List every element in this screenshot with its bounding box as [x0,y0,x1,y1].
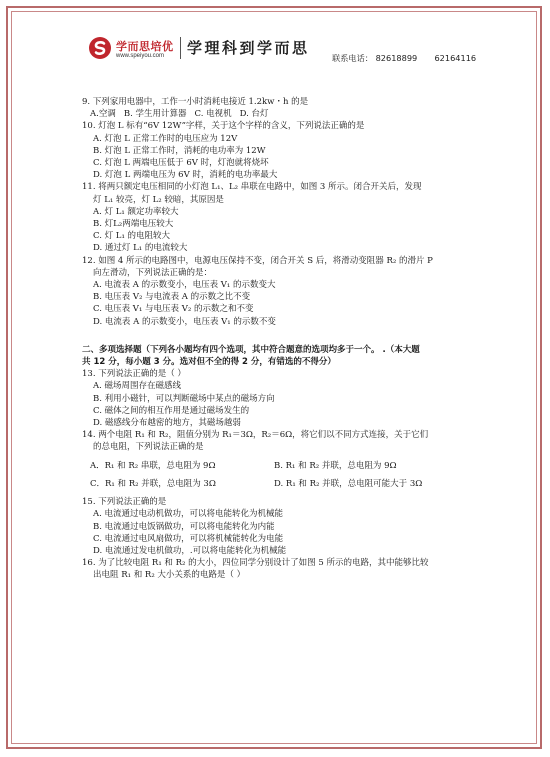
brand-logo-icon [88,36,112,60]
question-9-option-d: D. 台灯 [239,109,269,120]
question-9-option-c: C. 电视机 [194,109,232,120]
question-9-option-a: A.空调 [90,109,116,120]
question-11-option-c: C. 灯 L₁ 的电阻较大 [93,231,171,242]
question-10-option-b: B. 灯泡 L 正常工作时，消耗的电功率为 12W [93,145,266,156]
question-13-option-c: C. 磁体之间的相互作用是通过磁场发生的 [93,405,250,416]
question-13-option-d: D. 磁感线分布越密的地方，其磁场越弱 [93,418,241,429]
question-15-option-a: A. 电流通过电动机做功，可以将电能转化为机械能 [93,509,284,520]
question-15-option-b: B. 电流通过电饭锅做功，可以将电能转化为内能 [93,521,275,532]
question-10-option-c: C. 灯泡 L 两端电压低于 6V 时，灯泡就将烧坏 [93,158,269,169]
phone-label: 联系电话： [332,53,373,63]
question-14-options-row-2 [82,478,498,490]
question-11-stem-1: 11. 将两只额定电压相同的小灯泡 L₁、L₂ 串联在电路中，如图 3 所示。闭合开关后，发现 [82,182,422,193]
question-12-option-a: A. 电流表 A 的示数变小，电压表 V₁ 的示数变大 [93,280,276,291]
question-13-stem: 13. 下列说法正确的是（ ） [82,369,186,380]
question-10-option-d: D. 灯泡 L 两端电压为 6V 时，消耗的电功率最大 [93,170,278,181]
phone-number-2: 62164116 [434,53,477,63]
question-15-option-c: C. 电流通过电风扇做功，可以将机械能转化为电能 [93,533,284,544]
question-13-option-b: B. 利用小磁针，可以判断磁场中某点的磁场方向 [93,393,275,404]
question-14-option-c: C．R₁ 和 R₂ 并联，总电阻为 3Ω [90,478,216,489]
question-14-option-d: D. R₁ 和 R₂ 并联，总电阻可能大于 3Ω [274,478,423,489]
question-12-option-b: B. 电压表 V₂ 与电流表 A 的示数之比不变 [93,292,251,303]
section-2-heading-line-1: 二、多项选择题（下列各小题均有四个选项，其中符合题意的选项均多于一个。 .（本大题 [82,344,420,355]
question-11-option-b: B. 灯L₂两端电压较大 [93,219,174,230]
section-2-heading-line-2: 共 12 分，每小题 3 分。选对但不全的得 2 分，有错选的不得分） [82,357,336,368]
question-10-stem: 10. 灯泡 L 标有“6V 12W”字样，关于这个字样的含义，下列说法正确的是 [82,121,365,132]
question-14-stem-1: 14. 两个电阻 R₁ 和 R₂，阻值分别为 R₁＝3Ω，R₂＝6Ω，将它们以不同方式连接，关于它们 [82,430,429,441]
question-11-option-d: D. 通过灯 L₁ 的电流较大 [93,243,188,254]
question-14-option-b: B. R₁ 和 R₂ 并联，总电阻为 9Ω [274,460,397,471]
question-13-option-a: A. 磁场周围存在磁感线 [93,381,182,392]
question-10-option-a: A. 灯泡 L 正常工作时的电压应为 12V [93,133,238,144]
phone-number-1: 82618899 [375,53,418,63]
question-15-stem: 15. 下列说法正确的是 [82,497,167,508]
exam-content [82,96,498,582]
question-9-option-b: B. 学生用计算器 [123,109,187,120]
brand-slogan: 学理科到学而思 [187,39,310,57]
question-16-stem-1: 16. 为了比较电阻 R₁ 和 R₂ 的大小，四位同学分别设计了如图 5 所示的电路，其中能够比较 [82,558,429,569]
question-12-option-c: C. 电压表 V₁ 与电压表 V₂ 的示数之和不变 [93,304,254,315]
question-14-option-a: A．R₁ 和 R₂ 串联，总电阻为 9Ω [90,460,216,471]
question-16-stem-2: 出电阻 R₁ 和 R₂ 大小关系的电路是（ ） [93,570,246,581]
page-header [88,36,508,78]
question-15-option-d: D. 电流通过发电机做功，.可以将电能转化为机械能 [93,545,287,556]
question-12-stem-1: 12. 如图 4 所示的电路图中，电源电压保持不变，闭合开关 S 后，将滑动变阻器 R₂ 的滑片 P [82,255,433,266]
question-14-options-row-1 [82,460,498,472]
question-12-option-d: D. 电流表 A 的示数变小，电压表 V₁ 的示数不变 [93,316,276,327]
question-14-stem-2: 的总电阻，下列说法正确的是 [93,442,204,453]
question-12-stem-2: 向左滑动，下列说法正确的是： [93,267,213,278]
question-9-stem: 9. 下列家用电器中，工作一小时消耗电接近 1.2kw・h 的是 [82,97,309,107]
question-11-option-a: A. 灯 L₁ 额定功率较大 [93,206,179,217]
brand-url: www.speiyou.com [116,53,165,59]
question-11-stem-2: 灯 L₁ 较亮，灯 L₂ 较暗，其原因是 [93,194,224,205]
contact-phone [332,53,476,64]
question-9-options [82,108,498,120]
brand-name: 学而思培优 [116,40,174,53]
header-divider [180,37,181,59]
